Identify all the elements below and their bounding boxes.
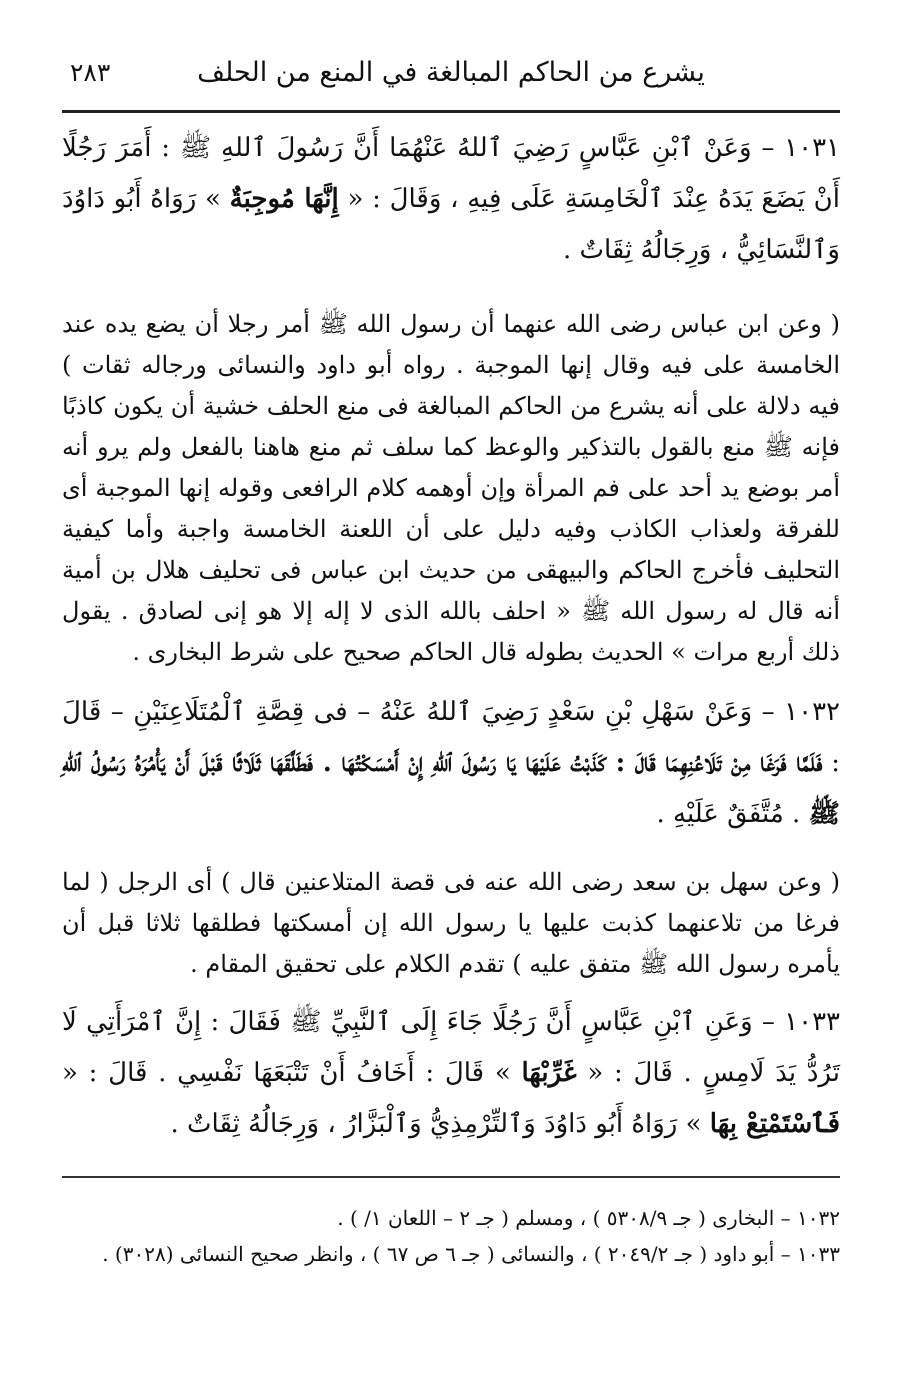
hadith-quote-bold: فَٱسْتَمْتِعْ بِهَا bbox=[709, 1109, 840, 1139]
commentary-1031: ( وعن ابن عباس رضى الله عنهما أن رسول الله ﷺ أمر رجلا أن يضع يده عند الخامسة على فيه وقال إنها الموجبة . رواه أبو داود والنسائى ورجاله ثقات ) فيه دلالة على أنه يشرع من الحاكم المبالغة فى منع الحلف خشية أن يكون كاذبًا فإنه ﷺ منع بالقول بالتذكير والوعظ كما سلف ثم منع هاهنا بالفعل ولم يرو أنه أمر بوضع يد أحد على فم المرأة وإن أوهمه كلام الرافعى وقوله إنها الموجبة أى للفرقة ولعذاب الكاذب وفيه دليل على أن اللعنة الخامسة واجبة وأما كيفية التحليف فأخرج الحاكم والبيهقى من حديث ابن عباس فى تحليف هلال بن أمية أنه قال له رسول الله ﷺ « احلف بالله الذى لا إله إلا هو إنى لصادق . يقول ذلك أربع مرات » الحديث بطوله قال الحاكم صحيح على شرط البخارى . bbox=[62, 310, 841, 666]
hadith-quote-bold: فَلَمَّا فَرَغَا مِنْ تَلَاعُنِهِمَا قَالَ : كَذَبْتُ عَلَيْهَا يَا رَسُولَ ٱللهِ إِنْ أَمْسَكْتُهَا . فَطَلَّقَهَا ثَلَاثًا قَبْلَ أَنْ يَأْمُرَهُ رَسُولُ ٱللهِ ﷺ bbox=[62, 748, 840, 829]
page bbox=[62, 48, 840, 1272]
hadith-text: ١٠٣٢ – وَعَنْ سَهْلِ بْنِ سَعْدٍ رَضِيَ ٱللهُ عَنْهُ – فى قِصَّةِ ٱلْمُتَلَاعِنَيْنِ – قَالَ : bbox=[62, 697, 841, 778]
hadith-text: » رَوَاهُ أَبُو دَاوُدَ وَٱلنَّسَائِيُّ ، وَرِجَالُهُ ثِقَاتٌ . bbox=[62, 184, 840, 265]
hadith-text: » قَالَ : أَخَافُ أَنْ تَتْبَعَهَا نَفْسِي . قَالَ : « bbox=[62, 1058, 522, 1088]
footnote-1032: ١٠٣٢ – البخارى ( جـ ٥٣٠٨/٩ ) ، ومسلم ( جـ ٢ – اللعان ١/ ) . bbox=[337, 1206, 840, 1230]
footnotes bbox=[62, 1200, 840, 1272]
hadith-text: » رَوَاهُ أَبُو دَاوُدَ وَٱلتِّرْمِذِيُّ وَٱلْبَزَّارُ ، وَرِجَالُهُ ثِقَاتٌ . bbox=[170, 1109, 710, 1139]
hadith-1032 bbox=[62, 687, 840, 840]
commentary-1032: ( وعن سهل بن سعد رضى الله عنه فى قصة المتلاعنين قال ) أى الرجل ( لما فرغا من تلاعنهما كذبت عليها يا رسول الله إن أمسكتها فطلقها ثلاثا قبل أن يأمره رسول الله ﷺ متفق عليه ) تقدم الكلام على تحقيق المقام . bbox=[62, 868, 840, 978]
footnote-1033: ١٠٣٣ – أبو داود ( جـ ٢٠٤٩/٢ ) ، والنسائى ( جـ ٦ ص ٦٧ ) ، وانظر صحيح النسائى (٣٠٢٨) . bbox=[102, 1242, 840, 1266]
hadith-1031 bbox=[62, 123, 840, 276]
footnote-rule bbox=[62, 1176, 840, 1178]
running-header bbox=[62, 48, 840, 98]
page-number: ٢٨٣ bbox=[70, 58, 111, 87]
hadith-quote-bold: إِنَّهَا مُوجِبَةٌ bbox=[229, 184, 339, 214]
header-title: يشرع من الحاكم المبالغة في المنع من الحلف bbox=[197, 57, 705, 88]
header-rule bbox=[62, 110, 840, 113]
hadith-text: ١٠٣١ – وَعَنْ ٱبْنِ عَبَّاسٍ رَضِيَ ٱللهُ عَنْهُمَا أَنَّ رَسُولَ ٱللهِ ﷺ : أَمَرَ رَجُلًا أَنْ يَضَعَ يَدَهُ عِنْدَ ٱلْخَامِسَةِ عَلَى فِيهِ ، وَقَالَ : « bbox=[62, 133, 841, 214]
hadith-text: . مُتَّفَقٌ عَلَيْهِ . bbox=[656, 799, 809, 829]
hadith-1033 bbox=[62, 997, 840, 1150]
hadith-quote-bold: غَرِّبْهَا bbox=[521, 1058, 577, 1088]
hadith-text: ١٠٣٣ – وَعَنِ ٱبْنِ عَبَّاسٍ أَنَّ رَجُلًا جَاءَ إِلَى ٱلنَّبِيِّ ﷺ فَقَالَ : إِنَّ ٱمْرَأَتِي لَا تَرُدُّ يَدَ لَامِسٍ . قَالَ : « bbox=[62, 1007, 840, 1088]
